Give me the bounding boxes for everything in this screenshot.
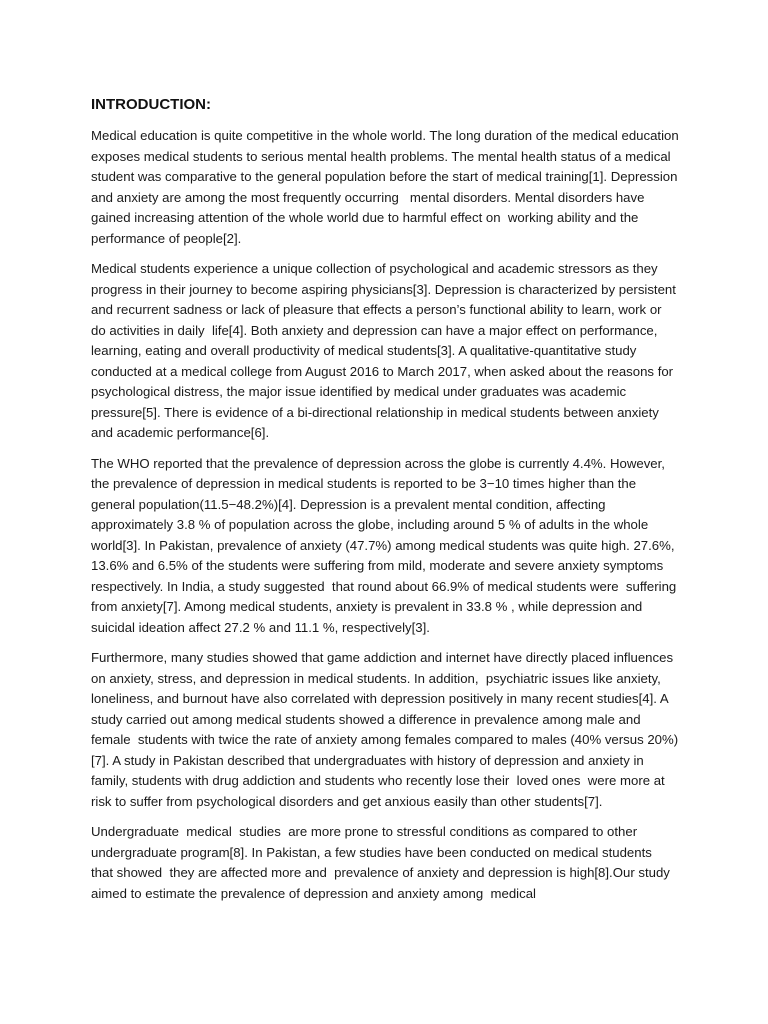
paragraph-1: Medical education is quite competitive in the whole world. The long duration of the medical education exposes medical students to serious mental health problems. The mental health status of a medical student was comparative to the general population before the start of medical training[1]. Depression and anxiety are among the most frequently occurring mental disorders. Mental disorders have gained increasing attention of the whole world due to harmful effect on working ability and the performance of people[2]. [91, 128, 683, 246]
paragraph-3: The WHO reported that the prevalence of depression across the globe is currently 4.4%. However, the prevalence of depression in medical students is reported to be 3−10 times higher than the general population(11.5−48.2%)[4]. Depression is a prevalent mental condition, affecting approximately 3.8 % of population across the globe, including around 5 % of adults in the whole world[3]. In Pakistan, prevalence of anxiety (47.7%) among medical students was quite high. 27.6%, 13.6% and 6.5% of the students were suffering from mild, moderate and severe anxiety symptoms respectively. In India, a study suggested that round about 66.9% of medical students were suffering from anxiety[7]. Among medical students, anxiety is prevalent in 33.8 % , while depression and suicidal ideation affect 27.2 % and 11.1 %, respectively[3]. [91, 455, 684, 635]
paragraph-4: Furthermore, many studies showed that game addiction and internet have directly placed influences on anxiety, stress, and depression in medical students. In addition, psychiatric issues like anxiety, loneliness, and burnout have also correlated with depression positively in many recent studies[4]. A study carried out among medical students showed a difference in prevalence among male and female students with twice the rate of anxiety among females compared to males (40% versus 20%)[7]. A study in Pakistan described that undergraduates with history of depression and anxiety in family, students with drug addiction and students who recently lose their loved ones were more at risk to suffer from psychological disorders and get anxious easily than other students[7]. [91, 650, 679, 809]
paragraph-5: Undergraduate medical studies are more prone to stressful conditions as compared to other undergraduate program[8]. In Pakistan, a few studies have been conducted on medical students that showed they are affected more and prevalence of anxiety and depression is high[8].Our study aimed to estimate the prevalence of depression and anxiety among medical [91, 824, 674, 901]
paragraph-2: Medical students experience a unique collection of psychological and academic stressors as they progress in their journey to become aspiring physicians[3]. Depression is characterized by persistent and recurrent sadness or lack of pleasure that effects a person’s functional ability to learn, work or do activities in daily life[4]. Both anxiety and depression can have a major effect on performance, learning, eating and overall productivity of medical students[3]. A qualitative-quantitative study conducted at a medical college from August 2016 to March 2017, when asked about the reasons for psychological distress, the major issue identified by medical under graduates was academic pressure[5]. There is evidence of a bi-directional relationship in medical students between anxiety and academic performance[6]. [91, 261, 680, 440]
document-body [91, 94, 684, 914]
section-heading: INTRODUCTION: [91, 96, 211, 113]
